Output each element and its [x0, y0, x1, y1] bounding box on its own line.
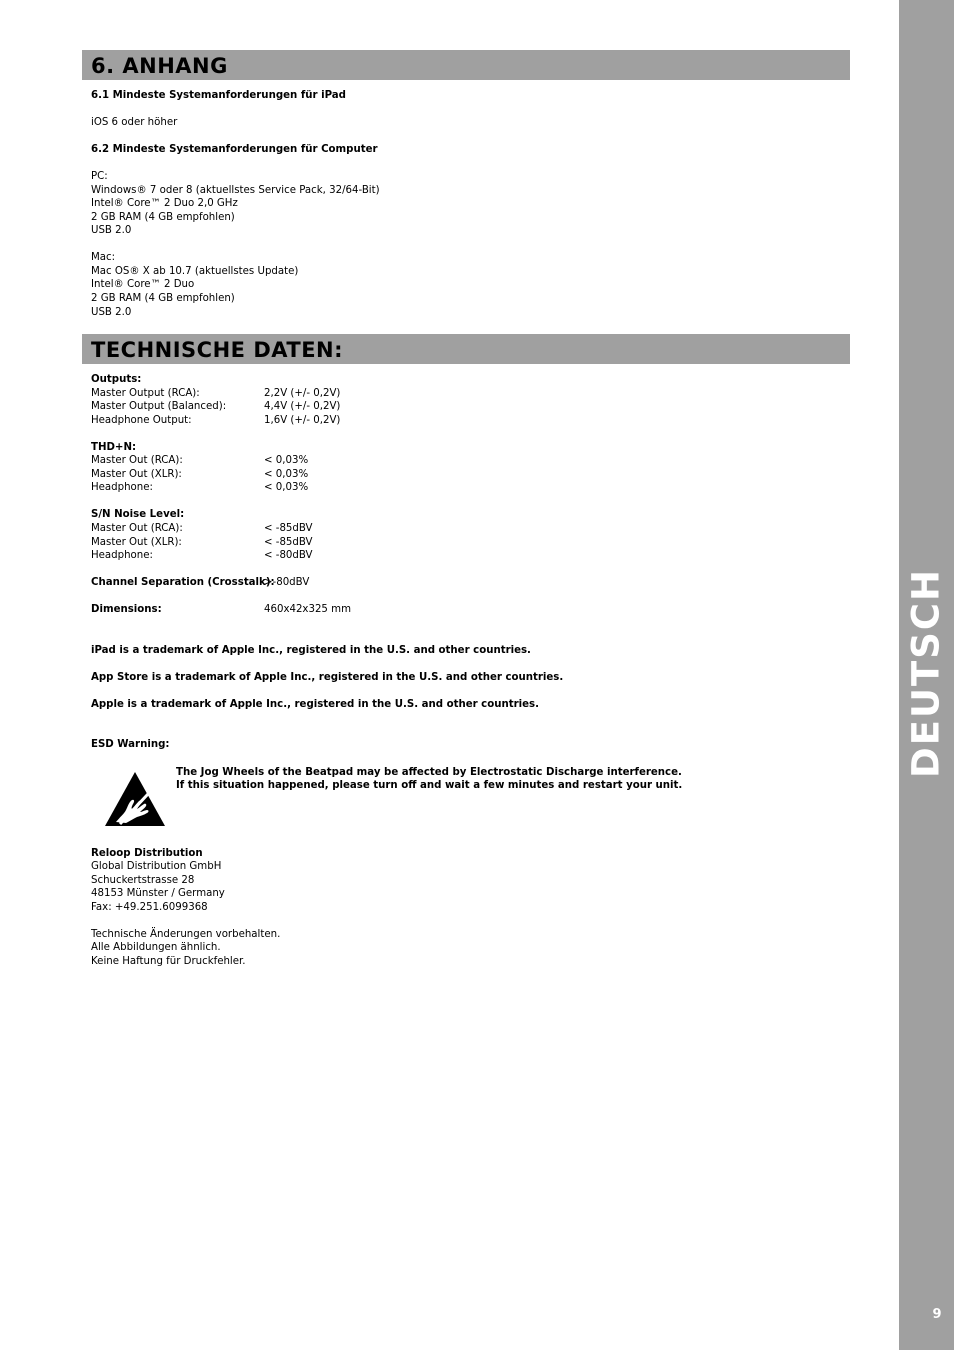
spec-label: Headphone Output: — [91, 415, 192, 426]
crosstalk-label: Channel Separation (Crosstalk): — [91, 577, 275, 588]
distributor-name: Reloop Distribution — [91, 848, 203, 859]
esd-warning-text: If this situation happened, please turn off and wait a few minutes and restart your unit. — [176, 780, 683, 791]
trademark-notice: iPad is a trademark of Apple Inc., registered in the U.S. and other countries. — [91, 645, 531, 656]
thd-heading: THD+N: — [91, 442, 137, 453]
mac-requirement: Intel® Core™ 2 Duo — [91, 279, 195, 290]
spec-value: 2,2V (+/- 0,2V) — [264, 388, 341, 399]
spec-label: Master Out (XLR): — [91, 537, 182, 548]
computer-requirements-heading: 6.2 Mindeste Systemanforderungen für Computer — [91, 144, 378, 155]
outputs-heading: Outputs: — [91, 374, 142, 385]
pc-requirement: Windows® 7 oder 8 (aktuellstes Service Pack, 32/64-Bit) — [91, 185, 380, 196]
trademark-notice: App Store is a trademark of Apple Inc., registered in the U.S. and other countries. — [91, 672, 564, 683]
mac-label: Mac: — [91, 252, 116, 263]
distributor-address: Schuckertstrasse 28 — [91, 875, 195, 886]
spec-label: Master Output (RCA): — [91, 388, 200, 399]
spec-value: < 0,03% — [264, 455, 309, 466]
spec-value: < -85dBV — [264, 537, 313, 548]
spec-label: Headphone: — [91, 550, 153, 561]
spec-value: 1,6V (+/- 0,2V) — [264, 415, 341, 426]
esd-warning-icon — [102, 770, 168, 828]
spec-value: < 0,03% — [264, 469, 309, 480]
mac-requirement: 2 GB RAM (4 GB empfohlen) — [91, 293, 235, 304]
spec-label: Headphone: — [91, 482, 153, 493]
pc-label: PC: — [91, 171, 108, 182]
section-title-anhang: 6. ANHANG — [91, 54, 228, 78]
mac-requirement: Mac OS® X ab 10.7 (aktuellstes Update) — [91, 266, 299, 277]
sn-heading: S/N Noise Level: — [91, 509, 185, 520]
spec-value: < -80dBV — [264, 550, 313, 561]
ipad-requirements-heading: 6.1 Mindeste Systemanforderungen für iPad — [91, 90, 346, 101]
disclaimer-line: Technische Änderungen vorbehalten. — [91, 929, 281, 940]
spec-label: Master Out (XLR): — [91, 469, 182, 480]
disclaimer-line: Keine Haftung für Druckfehler. — [91, 956, 246, 967]
spec-value: < -85dBV — [264, 523, 313, 534]
trademark-notice: Apple is a trademark of Apple Inc., registered in the U.S. and other countries. — [91, 699, 539, 710]
section-header-anhang — [82, 50, 850, 80]
crosstalk-value: >-80dBV — [264, 577, 310, 588]
distributor-address: 48153 Münster / Germany — [91, 888, 225, 899]
esd-warning-text: The Jog Wheels of the Beatpad may be affected by Electrostatic Discharge interference. — [176, 767, 682, 778]
distributor-fax: Fax: +49.251.6099368 — [91, 902, 208, 913]
ipad-requirement: iOS 6 oder höher — [91, 117, 178, 128]
spec-value: 4,4V (+/- 0,2V) — [264, 401, 341, 412]
spec-label: Master Out (RCA): — [91, 455, 183, 466]
section-title-tech-data: TECHNISCHE DATEN: — [91, 338, 344, 362]
disclaimer-line: Alle Abbildungen ähnlich. — [91, 942, 221, 953]
dimensions-label: Dimensions: — [91, 604, 162, 615]
mac-requirement: USB 2.0 — [91, 307, 132, 318]
page-number: 9 — [932, 1307, 942, 1322]
spec-value: < 0,03% — [264, 482, 309, 493]
spec-label: Master Output (Balanced): — [91, 401, 227, 412]
language-tab-label: DEUTSCH — [904, 567, 948, 779]
pc-requirement: 2 GB RAM (4 GB empfohlen) — [91, 212, 235, 223]
section-header-tech-data — [82, 334, 850, 364]
pc-requirement: Intel® Core™ 2 Duo 2,0 GHz — [91, 198, 238, 209]
pc-requirement: USB 2.0 — [91, 225, 132, 236]
dimensions-value: 460x42x325 mm — [264, 604, 351, 615]
spec-label: Master Out (RCA): — [91, 523, 183, 534]
esd-warning-heading: ESD Warning: — [91, 739, 170, 750]
distributor-address: Global Distribution GmbH — [91, 861, 222, 872]
